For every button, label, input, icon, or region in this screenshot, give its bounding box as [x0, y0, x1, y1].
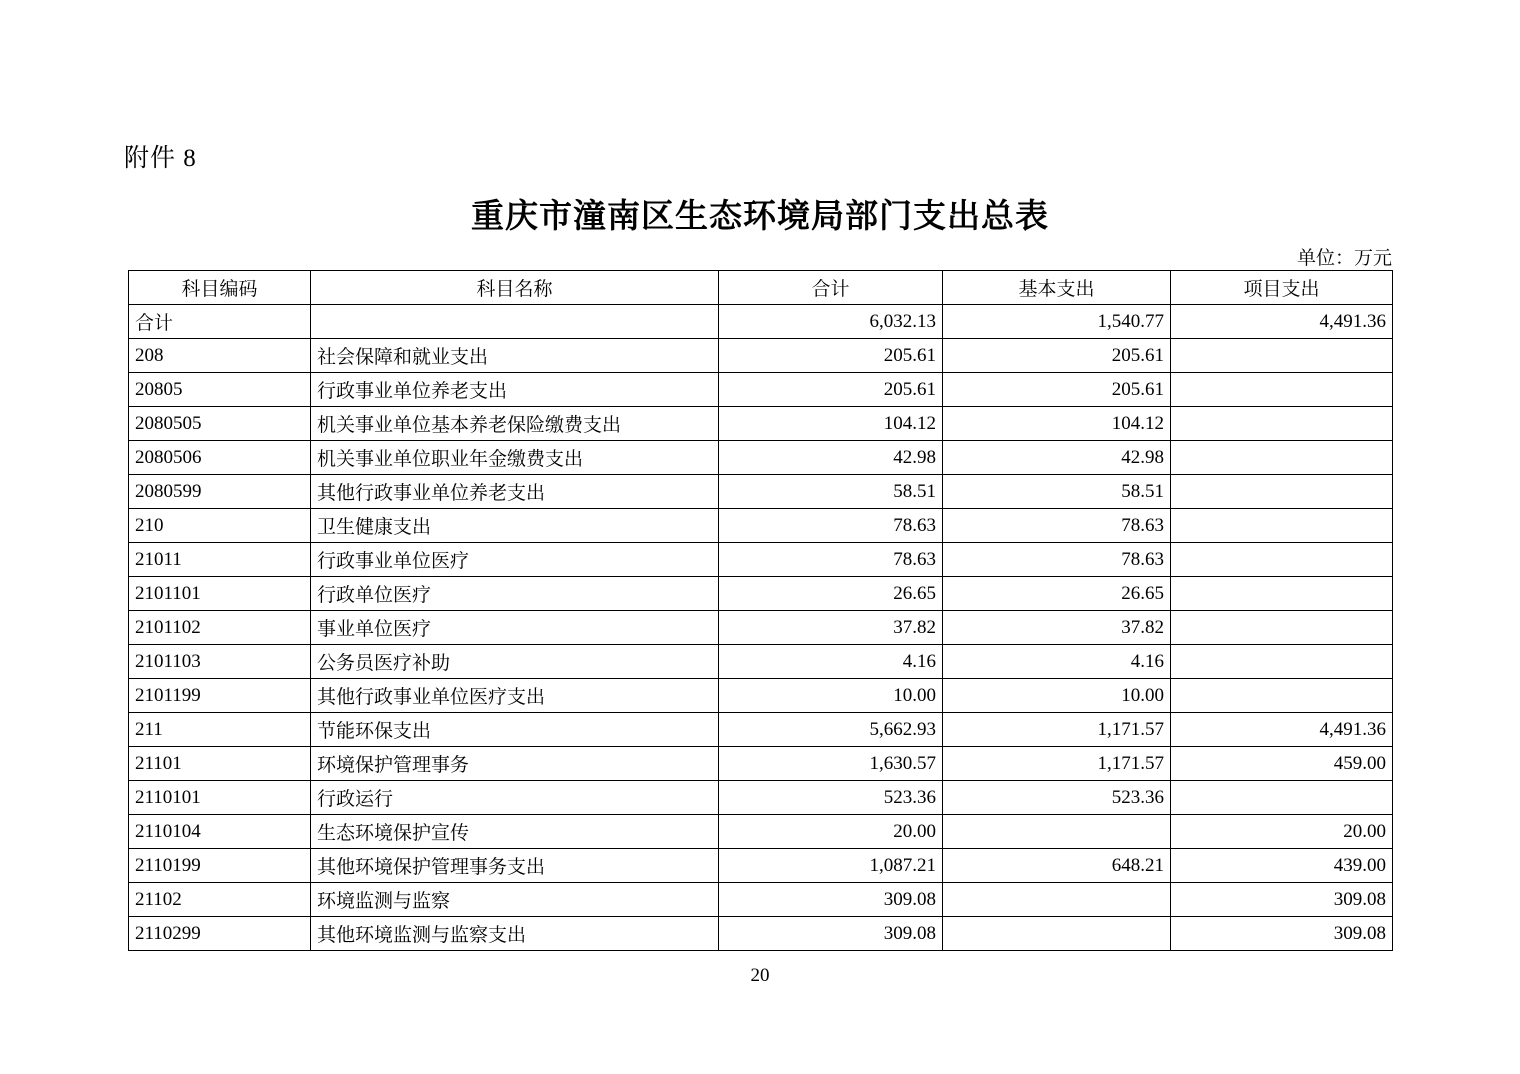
cell-code: 2080505: [129, 407, 311, 441]
cell-project: [1171, 509, 1393, 543]
cell-code: 208: [129, 339, 311, 373]
cell-code: 2101102: [129, 611, 311, 645]
cell-basic: [943, 815, 1171, 849]
table-row: [129, 883, 1393, 917]
cell-name: 公务员医疗补助: [311, 645, 719, 679]
cell-name: 事业单位医疗: [311, 611, 719, 645]
cell-project: 20.00: [1171, 815, 1393, 849]
table-row: [129, 475, 1393, 509]
cell-code: 2101199: [129, 679, 311, 713]
cell-name: 行政事业单位养老支出: [311, 373, 719, 407]
cell-total: 20.00: [719, 815, 943, 849]
cell-code: 21102: [129, 883, 311, 917]
cell-total: 6,032.13: [719, 305, 943, 339]
cell-basic: 1,540.77: [943, 305, 1171, 339]
cell-total: 26.65: [719, 577, 943, 611]
cell-basic: 1,171.57: [943, 747, 1171, 781]
cell-name: 其他环境监测与监察支出: [311, 917, 719, 951]
cell-basic: 78.63: [943, 509, 1171, 543]
cell-name: 行政单位医疗: [311, 577, 719, 611]
table-row: [129, 781, 1393, 815]
cell-project: [1171, 611, 1393, 645]
cell-project: [1171, 577, 1393, 611]
cell-total: 523.36: [719, 781, 943, 815]
table-row: [129, 305, 1393, 339]
cell-name: 行政运行: [311, 781, 719, 815]
cell-project: [1171, 407, 1393, 441]
table-row: [129, 917, 1393, 951]
cell-total: 1,630.57: [719, 747, 943, 781]
table-row: [129, 509, 1393, 543]
cell-total: 1,087.21: [719, 849, 943, 883]
cell-code: 21011: [129, 543, 311, 577]
cell-code: 2101103: [129, 645, 311, 679]
table-row: [129, 713, 1393, 747]
cell-basic: 104.12: [943, 407, 1171, 441]
cell-code: 2110101: [129, 781, 311, 815]
cell-project: 459.00: [1171, 747, 1393, 781]
cell-code: 2110199: [129, 849, 311, 883]
cell-total: 42.98: [719, 441, 943, 475]
cell-basic: 205.61: [943, 373, 1171, 407]
table-row: [129, 645, 1393, 679]
cell-project: 4,491.36: [1171, 305, 1393, 339]
cell-total: 4.16: [719, 645, 943, 679]
cell-project: [1171, 781, 1393, 815]
unit-note: 单位：万元: [1296, 248, 1392, 269]
cell-total: 104.12: [719, 407, 943, 441]
cell-basic: 58.51: [943, 475, 1171, 509]
cell-basic: 26.65: [943, 577, 1171, 611]
column-header-code: 科目编码: [129, 271, 311, 305]
cell-basic: 205.61: [943, 339, 1171, 373]
cell-project: [1171, 339, 1393, 373]
cell-basic: 10.00: [943, 679, 1171, 713]
cell-project: 309.08: [1171, 883, 1393, 917]
cell-code: 2080599: [129, 475, 311, 509]
cell-code: 2110299: [129, 917, 311, 951]
cell-name: 生态环境保护宣传: [311, 815, 719, 849]
cell-name: 机关事业单位职业年金缴费支出: [311, 441, 719, 475]
cell-project: [1171, 543, 1393, 577]
cell-name: 机关事业单位基本养老保险缴费支出: [311, 407, 719, 441]
table-row: [129, 849, 1393, 883]
cell-code: 211: [129, 713, 311, 747]
table-row: [129, 543, 1393, 577]
column-header-name: 科目名称: [311, 271, 719, 305]
cell-total: 205.61: [719, 373, 943, 407]
cell-basic: 78.63: [943, 543, 1171, 577]
cell-code: 20805: [129, 373, 311, 407]
cell-basic: [943, 883, 1171, 917]
cell-project: 439.00: [1171, 849, 1393, 883]
cell-basic: 1,171.57: [943, 713, 1171, 747]
cell-total: 58.51: [719, 475, 943, 509]
cell-name: 环境监测与监察: [311, 883, 719, 917]
cell-name: 行政事业单位医疗: [311, 543, 719, 577]
cell-total: 37.82: [719, 611, 943, 645]
table-row: [129, 815, 1393, 849]
table-row: [129, 679, 1393, 713]
cell-code: 合计: [129, 305, 311, 339]
cell-total: 205.61: [719, 339, 943, 373]
cell-name: 其他行政事业单位养老支出: [311, 475, 719, 509]
cell-name: 节能环保支出: [311, 713, 719, 747]
table-row: [129, 577, 1393, 611]
cell-code: 2080506: [129, 441, 311, 475]
cell-basic: 648.21: [943, 849, 1171, 883]
cell-code: 210: [129, 509, 311, 543]
attachment-label: 附件 8: [124, 145, 197, 172]
table-body: [129, 305, 1393, 951]
cell-project: [1171, 373, 1393, 407]
cell-basic: 523.36: [943, 781, 1171, 815]
cell-basic: 42.98: [943, 441, 1171, 475]
page-title: 重庆市潼南区生态环境局部门支出总表: [471, 196, 1049, 235]
table-row: [129, 611, 1393, 645]
cell-code: 2101101: [129, 577, 311, 611]
cell-name: 卫生健康支出: [311, 509, 719, 543]
cell-total: 10.00: [719, 679, 943, 713]
cell-project: [1171, 679, 1393, 713]
cell-name: 社会保障和就业支出: [311, 339, 719, 373]
cell-project: [1171, 475, 1393, 509]
column-header-project: 项目支出: [1171, 271, 1393, 305]
cell-basic: 4.16: [943, 645, 1171, 679]
budget-expenditure-table: [128, 270, 1393, 951]
cell-total: 78.63: [719, 543, 943, 577]
table-header-row: [129, 271, 1393, 305]
table-row: [129, 373, 1393, 407]
cell-total: 78.63: [719, 509, 943, 543]
cell-project: [1171, 645, 1393, 679]
cell-basic: 37.82: [943, 611, 1171, 645]
cell-project: 309.08: [1171, 917, 1393, 951]
table-row: [129, 747, 1393, 781]
column-header-basic: 基本支出: [943, 271, 1171, 305]
cell-name: 其他环境保护管理事务支出: [311, 849, 719, 883]
cell-total: 5,662.93: [719, 713, 943, 747]
cell-code: 2110104: [129, 815, 311, 849]
table-row: [129, 407, 1393, 441]
cell-name: 其他行政事业单位医疗支出: [311, 679, 719, 713]
table-row: [129, 441, 1393, 475]
page-number: 20: [750, 965, 770, 986]
cell-name: 环境保护管理事务: [311, 747, 719, 781]
cell-project: 4,491.36: [1171, 713, 1393, 747]
column-header-total: 合计: [719, 271, 943, 305]
cell-project: [1171, 441, 1393, 475]
cell-code: 21101: [129, 747, 311, 781]
cell-total: 309.08: [719, 883, 943, 917]
cell-basic: [943, 917, 1171, 951]
cell-total: 309.08: [719, 917, 943, 951]
cell-name: [311, 305, 719, 339]
table-row: [129, 339, 1393, 373]
